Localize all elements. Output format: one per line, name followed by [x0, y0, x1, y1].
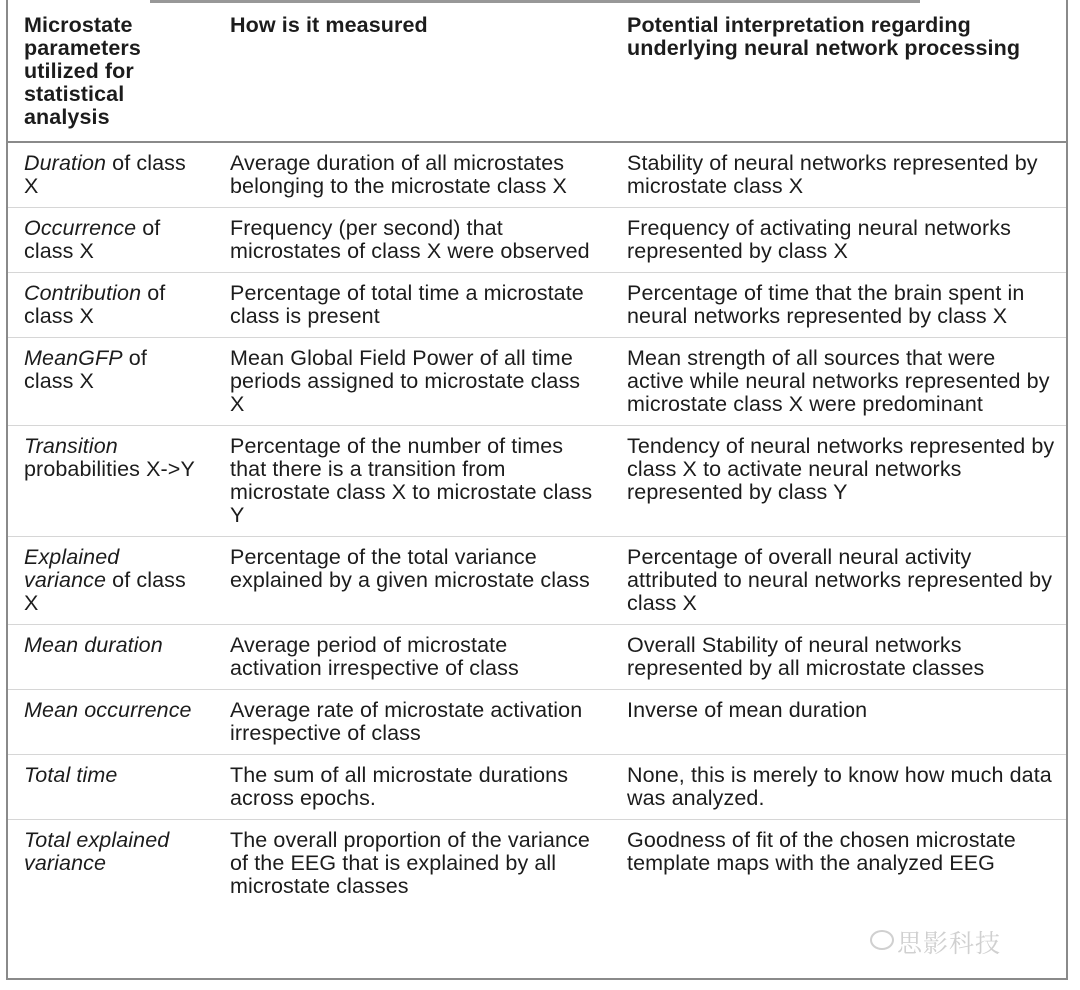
- cell-how-measured: Average duration of all microstates belonging to the microstate class X: [230, 151, 567, 198]
- table-frame: [6, 0, 1068, 980]
- watermark-text: 思影科技: [897, 929, 1002, 958]
- parameter-name: Explained variance: [24, 545, 120, 592]
- parameter-name: MeanGFP: [24, 346, 123, 370]
- cell-interpretation: Inverse of mean duration: [627, 698, 868, 722]
- parameter-name: Occurrence: [24, 216, 137, 240]
- parameter-suffix: of class X: [24, 568, 186, 615]
- parameter-name: Total explained variance: [24, 828, 170, 875]
- parameter-suffix: of class X: [24, 216, 161, 263]
- cell-how-measured: The sum of all microstate durations across epochs.: [230, 763, 569, 810]
- cell-how-measured: Average period of microstate activation irrespective of class: [230, 633, 519, 680]
- cell-interpretation: Stability of neural networks represented by microstate class X: [627, 151, 1038, 198]
- cell-how-measured: Frequency (per second) that microstates of class X were observed: [230, 216, 590, 263]
- parameter-suffix: probabilities X->Y: [24, 457, 195, 481]
- parameter-suffix: of class X: [24, 281, 166, 328]
- cell-interpretation: Tendency of neural networks represented by class X to activate neural networks represented by class Y: [627, 434, 1055, 504]
- header-how-measured: How is it measured: [230, 13, 428, 37]
- cell-how-measured: Mean Global Field Power of all time periods assigned to microstate class X: [230, 346, 581, 416]
- cell-how-measured: Percentage of the total variance explained by a given microstate class: [230, 545, 590, 592]
- parameter-name: Contribution: [24, 281, 142, 305]
- cell-interpretation: Frequency of activating neural networks represented by class X: [627, 216, 1011, 263]
- cell-interpretation: Goodness of fit of the chosen microstate template maps with the analyzed EEG: [627, 828, 1016, 875]
- parameter-suffix: of class X: [24, 346, 147, 393]
- cell-how-measured: Percentage of total time a microstate class is present: [230, 281, 584, 328]
- parameter-name: Mean occurrence: [24, 698, 192, 722]
- parameter-name: Total time: [24, 763, 118, 787]
- parameter-name: Transition: [24, 434, 118, 458]
- cell-how-measured: Percentage of the number of times that there is a transition from microstate class X to microstate class Y: [230, 434, 593, 527]
- parameter-name: Mean duration: [24, 633, 163, 657]
- parameter-name: Duration: [24, 151, 107, 175]
- parameter-suffix: of class X: [24, 151, 186, 198]
- wechat-icon: [870, 930, 894, 950]
- cell-interpretation: Percentage of overall neural activity attributed to neural networks represented by class X: [627, 545, 1053, 615]
- header-parameter: Microstate parameters utilized for statistical analysis: [24, 13, 141, 129]
- cell-interpretation: Overall Stability of neural networks represented by all microstate classes: [627, 633, 985, 680]
- header-interpretation: Potential interpretation regarding underlying neural network processing: [627, 13, 1021, 60]
- cell-how-measured: Average rate of microstate activation irrespective of class: [230, 698, 583, 745]
- cell-how-measured: The overall proportion of the variance of the EEG that is explained by all microstate classes: [230, 828, 590, 898]
- cell-interpretation: Mean strength of all sources that were active while neural networks represented by microstate class X were predominant: [627, 346, 1050, 416]
- cell-interpretation: None, this is merely to know how much data was analyzed.: [627, 763, 1052, 810]
- cell-interpretation: Percentage of time that the brain spent in neural networks represented by class X: [627, 281, 1025, 328]
